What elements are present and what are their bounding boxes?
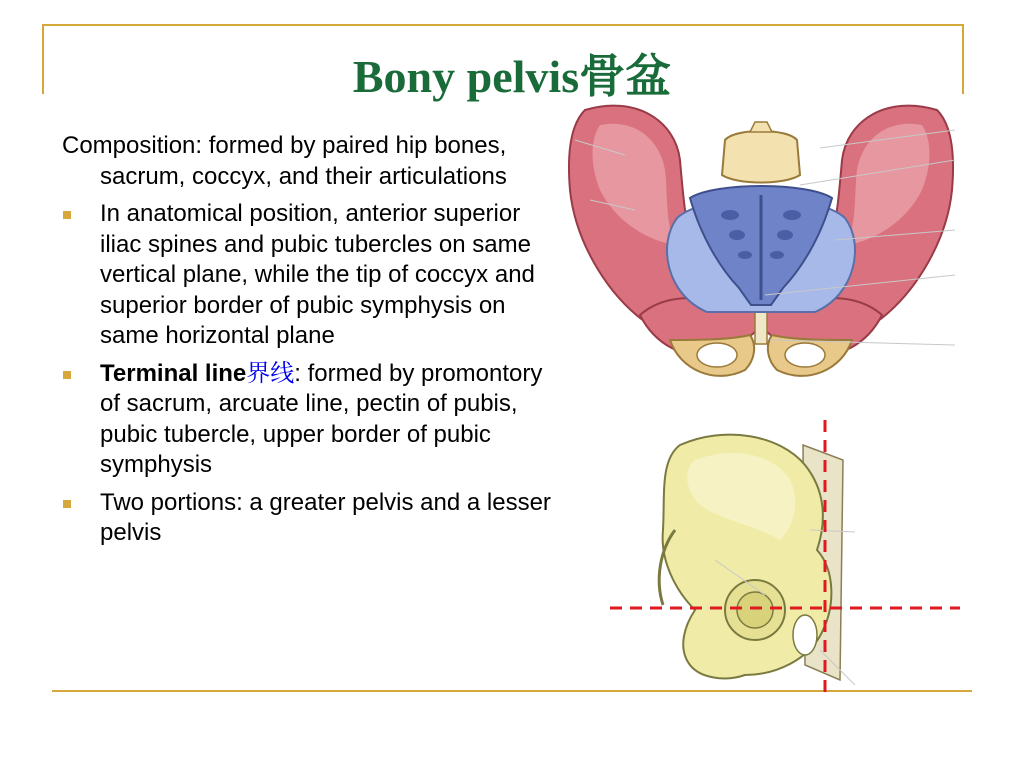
list-item: [62, 488, 567, 549]
terminal-line-term: Terminal line: [100, 359, 247, 387]
bullet-text: Two portions: a greater pelvis and a lesser pelvis: [100, 488, 551, 546]
bullet-marker: [63, 371, 71, 379]
bullet-text: In anatomical position, anterior superior iliac spines and pubic tubercles on same vertical plane, while the tip of coccyx and superior border of pubic symphysis on same horizontal plane: [100, 200, 535, 349]
composition-text: Composition: formed by paired hip bones, sacrum, coccyx, and their articulations: [62, 132, 507, 190]
top-border-line: [42, 24, 964, 26]
bullet-text: : formed by promontory of sacrum, arcuate line, pectin of pubis, pubic tubercle, upper border of pubic symphysis: [100, 359, 543, 478]
list-item: [62, 359, 567, 481]
slide-body: [62, 131, 567, 556]
slide-title: Bony pelvis骨盆: [352, 51, 672, 102]
composition-paragraph: [62, 131, 567, 192]
pelvis-front-view-illustration: [565, 100, 957, 390]
pelvis-lateral-view-illustration: [605, 420, 965, 700]
bullet-marker: [63, 500, 71, 508]
bullet-marker: [63, 211, 71, 219]
terminal-line-term-cn: 界线: [246, 359, 295, 387]
list-item: [62, 199, 567, 352]
